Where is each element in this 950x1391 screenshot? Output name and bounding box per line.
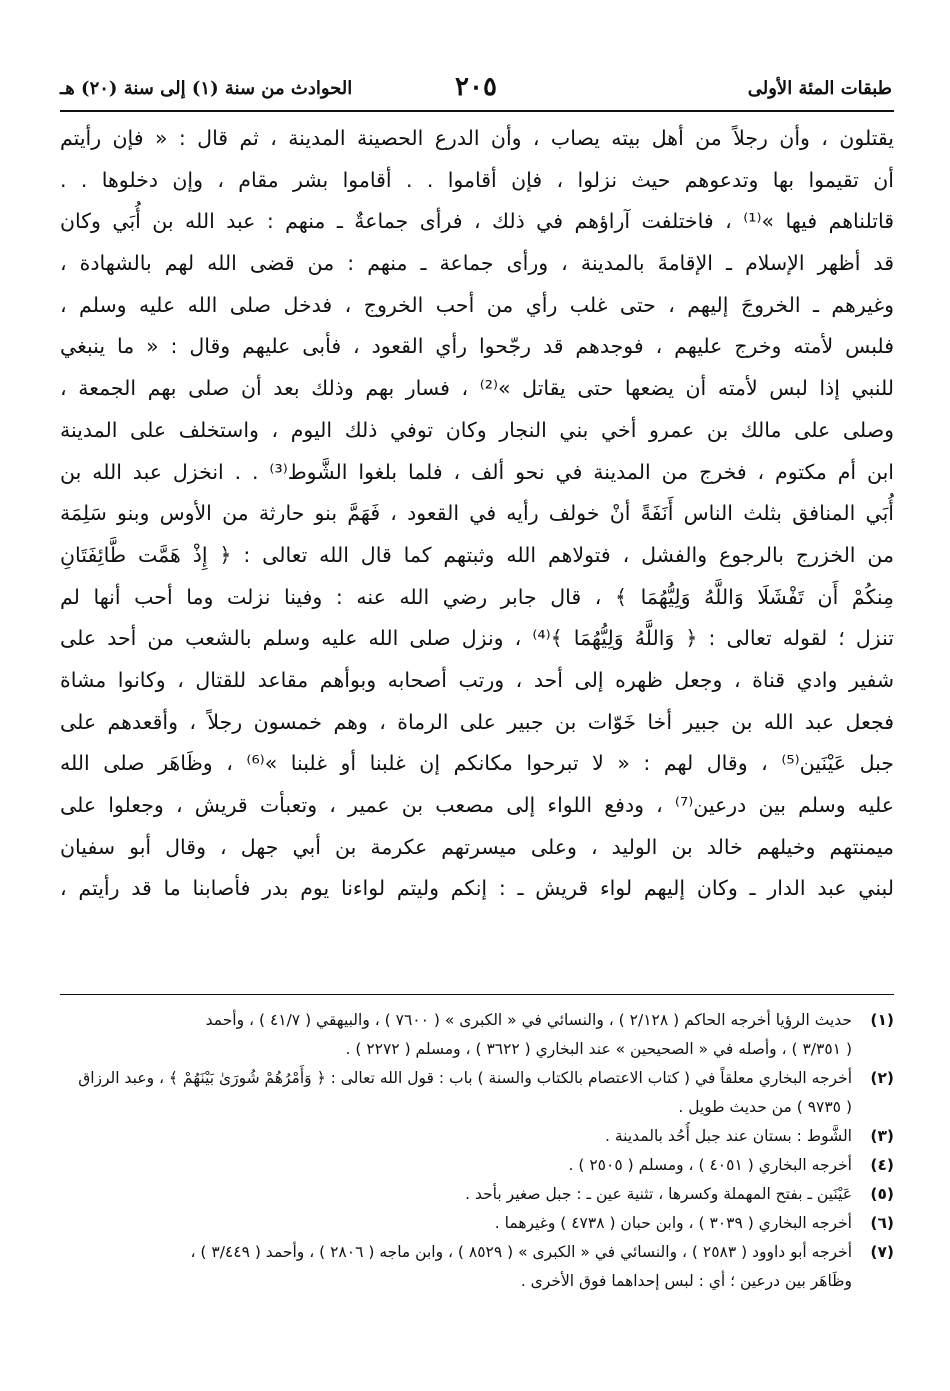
footnote	[60, 1006, 894, 1064]
footnote	[60, 1151, 894, 1180]
footnote-number: (٥)	[870, 1185, 894, 1203]
footnote-line: وظَاهَر بين درعين ؛ أي : لبس إحداهما فوق الأخرى .	[520, 1272, 852, 1290]
footnote-text	[60, 1151, 852, 1180]
footnote	[60, 1209, 894, 1238]
text-line: للنبي إذا لبس لأمته أن يضعها حتى يقاتل »⁽²⁾ ، فسار بهم وذلك بعد أن صلى بهم الجمعة ،	[60, 376, 894, 401]
footnote-text	[60, 1180, 852, 1209]
footnote-text	[60, 1238, 852, 1296]
footnote	[60, 1238, 894, 1296]
footnote	[60, 1064, 894, 1122]
text-line: أُبَي المنافق بثلث الناس أَنَفَةً أنْ خولف رأيه في القعود ، فَهَمَّ بنو حارثة من الأوس وبنو سَلِمَة	[60, 501, 894, 526]
header-rule	[60, 110, 894, 112]
text-line: جبل عَيْنَين⁽⁵⁾ ، وقال لهم : « لا تبرحوا مكانكم إن غلبنا أو غلبنا »⁽⁶⁾ ، وظَاهَر صلى الله	[60, 751, 894, 776]
footnote-number: (٢)	[870, 1069, 894, 1087]
header-year-range: الحوادث من سنة (١) إلى سنة (٢٠) هـ	[60, 78, 353, 99]
header-book-title: طبقات المئة الأولى	[747, 78, 892, 99]
text-line: وغيرهم ـ الخروجَ إليهم ، حتى غلب رأي من أحب الخروج ، فدخل صلى الله عليه وسلم ،	[60, 292, 894, 317]
page-number: ٢٠٥	[455, 72, 497, 102]
text-line: قاتلناهم فيها »⁽¹⁾ ، فاختلفت آراؤهم في ذلك ، فرأى جماعةٌ ـ منهم : عبد الله بن أُبَي وكان	[60, 209, 894, 234]
text-line: وصلى على مالك بن عمرو أخي بني النجار وكان توفي ذلك اليوم ، واستخلف على المدينة	[60, 417, 894, 442]
footnote-text	[60, 1006, 852, 1064]
footnotes	[60, 1006, 894, 1346]
text-line: عليه وسلم بين درعين⁽⁷⁾ ، ودفع اللواء إلى مصعب بن عمير ، وتعبأت قريش ، وجعلوا على	[60, 793, 894, 817]
text-line: ميمنتهم وخيلهم خالد بن الوليد ، وعلى ميسرتهم عكرمة بن أبي جهل ، وقال أبو سفيان	[60, 834, 894, 859]
footnote-number: (٦)	[870, 1214, 894, 1232]
main-text	[60, 118, 894, 978]
text-line: شفير وادي قناة ، وجعل ظهره إلى أحد ، ورتب أصحابه وبوأهم مقاعد للقتال ، وكانوا مشاة	[60, 667, 894, 692]
footnote	[60, 1122, 894, 1151]
text-line: فجعل عبد الله بن جبير أخا خَوّات بن جبير على الرماة ، وهم خمسون رجلاً ، وأقعدهم على	[60, 709, 894, 734]
footnote-text	[60, 1122, 852, 1151]
text-line: فلبس لأمته وخرج عليهم ، فوجدهم قد رجّحوا رأي القعود ، فأبى عليهم وقال : « ما ينبغي	[60, 334, 894, 359]
text-line: قد أظهر الإسلام ـ الإقامةَ بالمدينة ، ورأى جماعة ـ منهم : من قضى الله لهم بالشهادة ،	[60, 251, 894, 276]
footnote-number: (١)	[870, 1011, 894, 1029]
footnote-number: (٤)	[870, 1156, 894, 1174]
text-line: ابن أم مكتوم ، فخرج من المدينة في نحو ألف ، فلما بلغوا الشَّوط⁽³⁾ . . انخزل عبد الله بن	[60, 459, 894, 484]
footnote-text	[60, 1064, 852, 1122]
text-line: أن تقيموا بها وتدعوهم حيث نزلوا ، فإن أقاموا . . أقاموا بشر مقام ، وإن دخلوها . .	[60, 167, 894, 192]
footnote-line: أخرجه البخاري ( ٣٠٣٩ ) ، وابن حبان ( ٤٧٣٨ ) وغيرهما .	[494, 1214, 852, 1232]
footnote-line: ( ٩٧٣٥ ) من حديث طويل .	[678, 1098, 852, 1116]
footnote-text	[60, 1209, 852, 1238]
running-header	[60, 72, 892, 106]
footnote-line: أخرجه أبو داوود ( ٢٥٨٣ ) ، والنسائي في « الكبرى » ( ٨٥٢٩ ) ، وابن ماجه ( ٢٨٠٦ ) ، وأحمد ( ٣/٤٤٩ ) ،	[190, 1243, 852, 1261]
text-line: مِنكُمْ أَن تَفْشَلَا وَاللَّهُ وَلِيُّهُمَا ﴾ ، قال جابر رضي الله عنه : وفينا نزلت وما أحب أنها لم	[60, 584, 894, 609]
footnote-number: (٣)	[870, 1127, 894, 1145]
text-line: لبني عبد الدار ـ وكان إليهم لواء قريش ـ : إنكم وليتم لواءنا يوم بدر فأصابنا ما قد رأيتم ،	[60, 876, 894, 901]
text-line: تنزل ؛ لقوله تعالى : ﴿ وَاللَّهُ وَلِيُّهُمَا ﴾⁽⁴⁾ ، ونزل صلى الله عليه وسلم بالشعب من أحد على	[60, 626, 894, 651]
footnote-number: (٧)	[870, 1243, 894, 1261]
footnote-line: الشَّوط : بستان عند جبل أُحُد بالمدينة .	[604, 1127, 852, 1145]
footnote-line: ( ٣/٣٥١ ) ، وأصله في « الصحيحين » عند البخاري ( ٣٦٢٢ ) ، ومسلم ( ٢٢٧٢ ) .	[345, 1040, 852, 1058]
footnote-line: حديث الرؤيا أخرجه الحاكم ( ٢/١٢٨ ) ، والنسائي في « الكبرى » ( ٧٦٠٠ ) ، والبيهقي ( ٤١/٧ ) ، وأحمد	[205, 1011, 852, 1029]
footnote-separator	[60, 994, 894, 995]
footnote-line: أخرجه البخاري معلقاً في ( كتاب الاعتصام بالكتاب والسنة ) باب : قول الله تعالى : ﴿ وَأَمْرُهُمْ شُورَىٰ بَيْنَهُمْ ﴾ ، وعبد الرزاق	[78, 1069, 852, 1087]
text-line: يقتلون ، وأن رجلاً من أهل بيته يصاب ، وأن الدرع الحصينة المدينة ، ثم قال : « فإن رأيتم	[60, 126, 894, 150]
text-line: من الخزرج بالرجوع والفشل ، فتولاهم الله وثبتهم كما قال الله تعالى : ﴿ إِذْ هَمَّت طَّائِفَتَانِ	[60, 542, 894, 567]
footnote-line: أخرجه البخاري ( ٤٠٥١ ) ، ومسلم ( ٢٥٠٥ ) .	[568, 1156, 852, 1174]
footnote-line: عَيْنَين ـ بفتح المهملة وكسرها ، تثنية عين ـ : جبل صغير بأحد .	[465, 1185, 852, 1203]
footnote	[60, 1180, 894, 1209]
